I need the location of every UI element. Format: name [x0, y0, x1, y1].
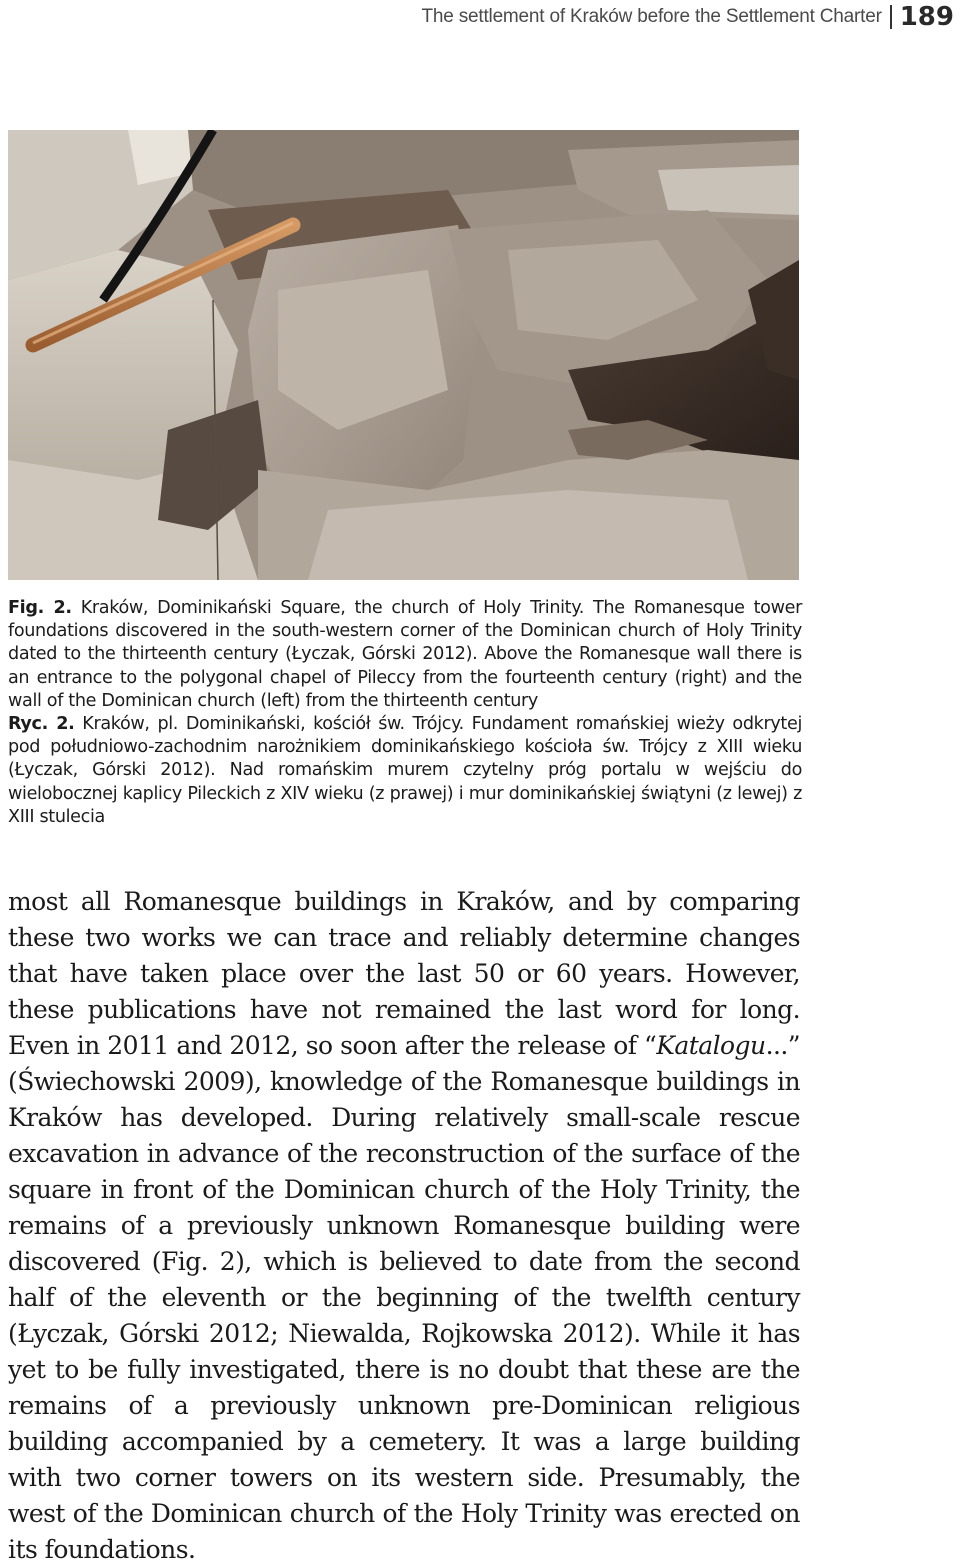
caption-text-en: Kraków, Dominikański Square, the church of Holy Trinity. The Romanesque tower foundations discovered in the south-western corner of the Dominican church of Holy Trinity dated to the thirteenth century (Łyczak, Górski 2012). Above the Romanesque wall there is an entrance to the polygonal chapel of Pileccy from the fourteenth century (right) and the wall of the Dominican church (left) from the thirteenth century	[8, 598, 802, 711]
figure-caption	[8, 597, 802, 829]
caption-text-pl: Kraków, pl. Dominikański, kościół św. Trójcy. Fundament romańskiej wieży odkrytej pod południowo-zachodnim narożnikiem dominikańskiego kościoła św. Trójcy z XIII wieku (Łyczak, Górski 2012). Nad romańskim murem czytelny próg portalu w wejściu do wielobocznej kaplicy Pileckich z XIV wieku (z prawej) i mur dominikańskiej świątyni (z lewej) z XIII stulecia	[8, 714, 802, 827]
header-divider	[890, 5, 892, 29]
caption-label-en: Fig. 2.	[8, 598, 72, 618]
running-header	[422, 0, 955, 34]
body-paragraph	[8, 884, 800, 1568]
page-number: 189	[899, 2, 954, 32]
cited-title: Katalogu	[656, 1031, 766, 1060]
caption-label-pl: Ryc. 2.	[8, 714, 75, 735]
running-title: The settlement of Kraków before the Settlement Charter	[421, 6, 882, 27]
body-text-part-1: most all Romanesque buildings in Kraków, and by comparing these two works we can trace and reliably determine changes that have taken place over the last 50 or 60 years. However, these publications have not remained the last word for long. Even in 2011 and 2012, so soon after the release of “	[8, 887, 800, 1060]
excavation-photo	[8, 130, 799, 580]
caption-english	[8, 597, 802, 713]
body-text-part-2: ...” (Świechowski 2009), knowledge of the Romanesque buildings in Kraków has developed. During relatively small-scale rescue excavation in advance of the reconstruction of the surface of the square in front of the Dominican church of the Holy Trinity, the remains of a previously unknown Romanesque building were discovered (Fig. 2), which is believed to date from the second half of the eleventh or the beginning of the twelfth century (Łyczak, Górski 2012; Niewalda, Rojkowska 2012). While it has yet to be fully investigated, there is no doubt that these are the remains of a previously unknown pre-Dominican religious building accompanied by a cemetery. It was a large building with two corner towers on its western side. Presumably, the west of the Dominican church of the Holy Trinity was erected on its foundations.	[8, 1031, 800, 1564]
caption-polish	[8, 713, 802, 829]
